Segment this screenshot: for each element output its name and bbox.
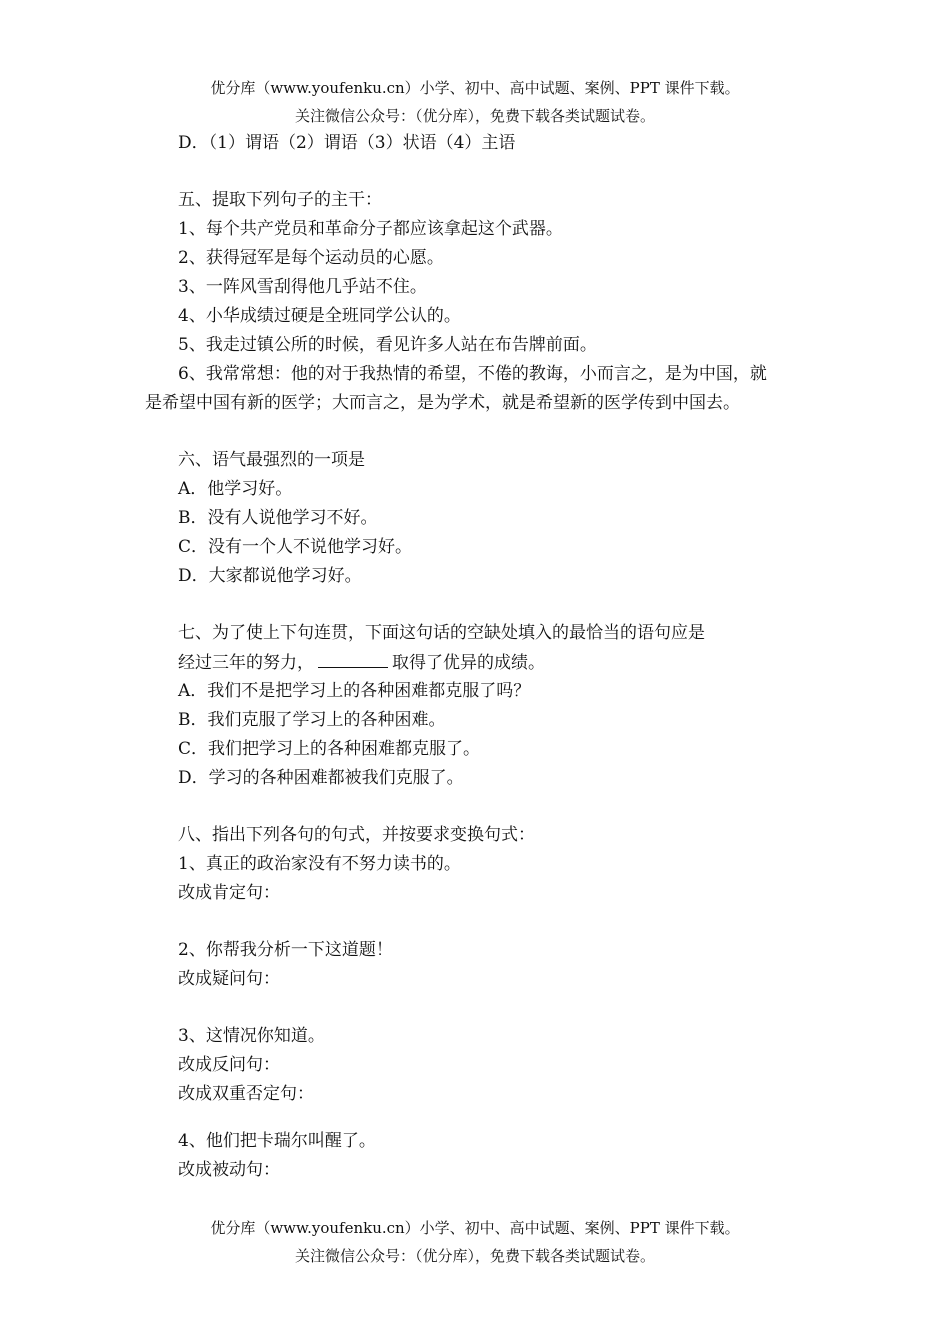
q6-title: 六、语气最强烈的一项是 — [178, 450, 365, 470]
q5-item-3: 3、一阵风雪刮得他几乎站不住。 — [178, 277, 427, 297]
q7-option-a: A．我们不是把学习上的各种困难都克服了吗？ — [178, 681, 531, 701]
q8-task-3a: 改成反问句： — [178, 1055, 280, 1075]
q8-task-1: 改成肯定句： — [178, 883, 280, 903]
q8-task-2: 改成疑问句： — [178, 969, 280, 989]
q7-option-c: C．我们把学习上的各种困难都克服了。 — [178, 739, 481, 759]
q8-sentence-2: 2、你帮我分析一下这道题！ — [178, 940, 393, 960]
q7-option-b: B．我们克服了学习上的各种困难。 — [178, 710, 446, 730]
q6-option-c: C．没有一个人不说他学习好。 — [178, 537, 413, 557]
q5-item-6-continued: 是希望中国有新的医学；大而言之，是为学术，就是希望新的医学传到中国去。 — [145, 393, 740, 413]
q7-answer-blank[interactable] — [318, 651, 388, 668]
q8-title: 八、指出下列各句的句式，并按要求变换句式： — [178, 825, 535, 845]
q6-option-b: B．没有人说他学习不好。 — [178, 508, 378, 528]
header-line-1: 优分库（www.youfenku.cn）小学、初中、高中试题、案例、PPT 课件下载。 — [210, 79, 740, 97]
q6-option-a: A．他学习好。 — [178, 479, 293, 499]
q8-task-4: 改成被动句： — [178, 1160, 280, 1180]
q5-item-4: 4、小华成绩过硬是全班同学公认的。 — [178, 306, 461, 326]
q5-title: 五、提取下列句子的主干： — [178, 190, 382, 210]
q7-title: 七、为了使上下句连贯，下面这句话的空缺处填入的最恰当的语句应是 — [178, 623, 705, 643]
q7-option-d: D．学习的各种困难都被我们克服了。 — [178, 768, 464, 788]
q8-task-3b: 改成双重否定句： — [178, 1084, 314, 1104]
q5-item-1: 1、每个共产党员和革命分子都应该拿起这个武器。 — [178, 219, 563, 239]
q8-sentence-4: 4、他们把卡瑞尔叫醒了。 — [178, 1131, 376, 1151]
header-line-2: 关注微信公众号：（优分库），免费下载各类试题试卷。 — [294, 107, 655, 125]
q5-item-6: 6、我常常想：他的对于我热情的希望，不倦的教诲，小而言之，是为中国，就 — [178, 364, 767, 384]
q7-stem-before: 经过三年的努力， — [178, 653, 314, 673]
q4-option-d: D．（1）谓语（2）谓语（3）状语（4）主语 — [178, 133, 516, 153]
q5-item-2: 2、获得冠军是每个运动员的心愿。 — [178, 248, 444, 268]
q6-option-d: D．大家都说他学习好。 — [178, 566, 362, 586]
q7-stem — [178, 651, 545, 674]
q5-item-5: 5、我走过镇公所的时候，看见许多人站在布告牌前面。 — [178, 335, 597, 355]
footer-line-1: 优分库（www.youfenku.cn）小学、初中、高中试题、案例、PPT 课件下载。 — [210, 1219, 740, 1237]
footer-line-2: 关注微信公众号：（优分库），免费下载各类试题试卷。 — [294, 1247, 655, 1265]
q7-stem-after: 取得了优异的成绩。 — [392, 653, 545, 673]
q8-sentence-1: 1、真正的政治家没有不努力读书的。 — [178, 854, 461, 874]
q8-sentence-3: 3、这情况你知道。 — [178, 1026, 325, 1046]
